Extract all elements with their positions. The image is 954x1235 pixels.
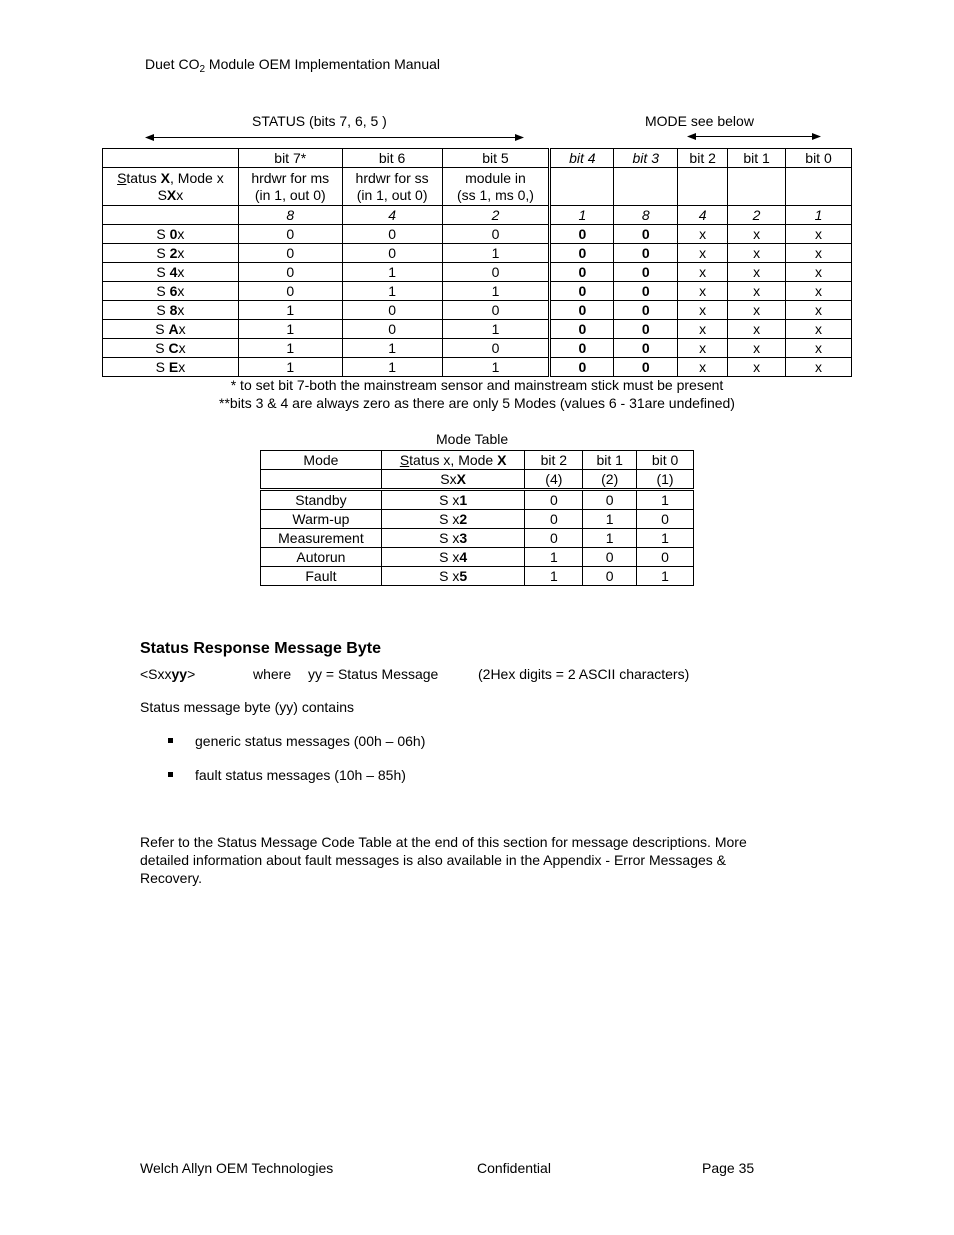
code-digit: A: [168, 321, 179, 337]
status-table-head-row: [103, 149, 852, 168]
bit-cell: x: [678, 320, 728, 339]
bit-cell: x: [678, 263, 728, 282]
bit-cell: 0: [238, 244, 342, 263]
code-suffix: x: [178, 340, 186, 356]
bit-cell: 1: [238, 339, 342, 358]
bit-cell: x: [786, 225, 852, 244]
weight-cell: [103, 206, 239, 225]
code-prefix: S: [156, 226, 170, 242]
bit-cell: x: [786, 263, 852, 282]
code-digit: 0: [169, 226, 178, 242]
format-text: >: [187, 666, 196, 682]
header-cell: bit 0: [786, 149, 852, 168]
desc-line: (in 1, out 0): [356, 186, 428, 203]
bit-cell: 0: [614, 301, 678, 320]
bit-cell: 0: [550, 358, 614, 377]
refer-line: Recovery.: [140, 870, 202, 886]
bit-cell: 0: [614, 339, 678, 358]
status-code-cell: [103, 225, 239, 244]
where-label: where: [253, 666, 292, 682]
table-row: [103, 282, 852, 301]
subhead-cell: [381, 470, 525, 490]
bit-cell: x: [786, 282, 852, 301]
table-row: [103, 225, 852, 244]
code-prefix: S: [156, 245, 170, 261]
bit-cell: 0: [583, 490, 637, 510]
bit-cell: 0: [442, 225, 550, 244]
desc-line: hrdwr for ss: [355, 169, 429, 186]
header-cell: bit 1: [728, 149, 786, 168]
bit-cell: 1: [583, 529, 637, 548]
bit-cell: x: [728, 339, 786, 358]
bit-cell: x: [678, 282, 728, 301]
weight-cell: 4: [678, 206, 728, 225]
status-code-cell: [103, 320, 239, 339]
bit-cell: x: [678, 358, 728, 377]
bold-x: X: [456, 471, 466, 487]
code-prefix: S: [155, 321, 169, 337]
bit-cell: 0: [342, 225, 442, 244]
mode-name-cell: Warm-up: [261, 510, 382, 529]
format-text: <Sxx: [140, 666, 172, 682]
weight-cell: 8: [614, 206, 678, 225]
bit-cell: x: [678, 301, 728, 320]
status-table-desc-row: [103, 168, 852, 206]
bit-cell: 0: [637, 510, 694, 529]
table-row: [103, 244, 852, 263]
footnote-bit7: * to set bit 7-both the mainstream sensor and mainstream stick must be present: [230, 377, 724, 393]
bit-cell: 0: [614, 263, 678, 282]
status-table-weight-row: [103, 206, 852, 225]
bit-cell: 1: [583, 510, 637, 529]
code-suffix: x: [177, 302, 185, 318]
footer-confidential: Confidential: [477, 1160, 551, 1176]
desc-text: tatus: [126, 169, 161, 186]
mode-table-head-row: [261, 451, 694, 470]
bit-cell: 1: [342, 358, 442, 377]
underlined-s: S: [399, 452, 410, 468]
mode-code-cell: [381, 490, 525, 510]
desc-text: x: [176, 186, 184, 203]
header-cell: bit 6: [342, 149, 442, 168]
subhead-cell: (4): [525, 470, 583, 490]
bit-cell: x: [728, 301, 786, 320]
mode-name-cell: Fault: [261, 567, 382, 586]
bit-cell: 0: [550, 225, 614, 244]
table-row: [103, 320, 852, 339]
bit-cell: 1: [238, 358, 342, 377]
weight-cell: 2: [728, 206, 786, 225]
mode-name-cell: Autorun: [261, 548, 382, 567]
bit-cell: 1: [342, 339, 442, 358]
bit-cell: 0: [550, 301, 614, 320]
bullet-icon: [168, 738, 173, 743]
bit-cell: x: [678, 244, 728, 263]
code-suffix: x: [177, 264, 185, 280]
footer-page-number: Page 35: [702, 1160, 755, 1176]
bit-cell: 1: [637, 490, 694, 510]
desc-cell: [238, 168, 342, 206]
bold-x: X: [166, 186, 177, 203]
hex-note: (2Hex digits = 2 ASCII characters): [478, 666, 690, 682]
code-prefix: S: [156, 264, 170, 280]
code-prefix: S x: [439, 530, 460, 546]
code-suffix: x: [177, 283, 185, 299]
underlined-s: S: [117, 169, 127, 186]
bit-cell: 0: [550, 339, 614, 358]
code-prefix: S: [156, 283, 170, 299]
status-mode-label-cell: [103, 168, 239, 206]
bit-cell: 0: [342, 244, 442, 263]
header-cell: bit 3: [614, 149, 678, 168]
code-suffix: x: [178, 359, 186, 375]
header-title-part: Module OEM Implementation Manual: [205, 56, 441, 72]
bit-cell: 0: [583, 548, 637, 567]
bit-cell: 0: [442, 263, 550, 282]
subhead-cell: [261, 470, 382, 490]
bit-cell: 1: [442, 282, 550, 301]
table-row: [103, 339, 852, 358]
status-code-cell: [103, 339, 239, 358]
code-prefix: S x: [439, 511, 460, 527]
mode-table: [260, 450, 694, 586]
status-code-cell: [103, 358, 239, 377]
code-digit: E: [168, 359, 179, 375]
bit-cell: 1: [637, 567, 694, 586]
code-digit: 2: [459, 511, 468, 527]
bit-cell: 1: [442, 358, 550, 377]
status-code-cell: [103, 282, 239, 301]
mode-arrow-label: MODE see below: [645, 113, 754, 129]
format-bold: yy: [171, 666, 188, 682]
bit-cell: 0: [342, 320, 442, 339]
bit-cell: x: [728, 263, 786, 282]
status-code-cell: [103, 263, 239, 282]
bit-cell: x: [728, 282, 786, 301]
desc-line: hrdwr for ms: [251, 169, 330, 186]
desc-line: (ss 1, ms 0,): [456, 186, 534, 203]
bit-cell: 0: [614, 244, 678, 263]
desc-line: (in 1, out 0): [254, 186, 326, 203]
code-prefix: S x: [439, 549, 460, 565]
code-digit: C: [168, 340, 179, 356]
bit-cell: x: [786, 244, 852, 263]
table-row: [261, 548, 694, 567]
status-arrow-label: STATUS (bits 7, 6, 5 ): [252, 113, 387, 129]
header-cell: bit 0: [637, 451, 694, 470]
code-digit: 6: [169, 283, 178, 299]
table-row: [261, 490, 694, 510]
bit-cell: 1: [525, 548, 583, 567]
bit-cell: 0: [614, 358, 678, 377]
mode-code-cell: [381, 567, 525, 586]
footnote-bits34: **bits 3 & 4 are always zero as there are only 5 Modes (values 6 - 31are undefined): [219, 395, 735, 411]
desc-text: S: [157, 186, 167, 203]
weight-cell: 1: [550, 206, 614, 225]
bit-cell: x: [786, 301, 852, 320]
footer-company: Welch Allyn OEM Technologies: [140, 1160, 334, 1176]
header-cell: bit 2: [525, 451, 583, 470]
bit-cell: 0: [442, 339, 550, 358]
list-item-text: generic status messages (00h – 06h): [195, 733, 426, 749]
header-cell: [103, 149, 239, 168]
bold-x: X: [160, 169, 171, 186]
bit-cell: 1: [238, 301, 342, 320]
bit-cell: 1: [342, 282, 442, 301]
desc-cell: [786, 168, 852, 206]
contains-line: Status message byte (yy) contains: [140, 699, 354, 715]
status-arrow-heads: [145, 132, 525, 143]
bit-cell: 1: [342, 263, 442, 282]
bit-cell: 0: [614, 282, 678, 301]
bit-cell: 1: [238, 320, 342, 339]
desc-text: , Mode x: [170, 169, 224, 186]
code-suffix: x: [177, 245, 185, 261]
bit-cell: 0: [238, 282, 342, 301]
bit-cell: x: [728, 225, 786, 244]
code-prefix: S: [155, 359, 169, 375]
bit-cell: 0: [525, 529, 583, 548]
desc-cell: [342, 168, 442, 206]
mode-name-cell: Measurement: [261, 529, 382, 548]
mode-arrow-heads: [687, 131, 822, 142]
header-subscript: 2: [199, 64, 206, 75]
header-cell: bit 7*: [238, 149, 342, 168]
weight-cell: 8: [238, 206, 342, 225]
bit-cell: 0: [614, 225, 678, 244]
bit-cell: 0: [550, 320, 614, 339]
weight-cell: 1: [786, 206, 852, 225]
table-row: [261, 567, 694, 586]
bit-cell: 0: [583, 567, 637, 586]
mode-table-caption: Mode Table: [436, 431, 509, 447]
page-header: [145, 56, 441, 75]
bullet-icon: [168, 772, 173, 777]
bit-cell: 0: [550, 263, 614, 282]
code-digit: 5: [459, 568, 468, 584]
desc-line: module in: [465, 169, 526, 186]
bit-cell: 0: [550, 282, 614, 301]
bit-cell: 1: [637, 529, 694, 548]
bold-x: X: [497, 452, 507, 468]
table-row: [103, 301, 852, 320]
status-code-cell: [103, 244, 239, 263]
status-code-cell: [103, 301, 239, 320]
subhead-text: Sx: [440, 471, 457, 487]
bit-cell: x: [786, 320, 852, 339]
code-digit: 1: [459, 492, 468, 508]
code-digit: 3: [459, 530, 468, 546]
bit-cell: 0: [550, 244, 614, 263]
message-format-line: [140, 666, 195, 682]
section-title: Status Response Message Byte: [140, 640, 381, 657]
list-item: [168, 733, 425, 749]
refer-line: detailed information about fault messages is also available in the Appendix - Error Messages &: [140, 852, 726, 868]
bit-cell: x: [678, 339, 728, 358]
header-cell: bit 1: [583, 451, 637, 470]
list-item: [168, 767, 406, 783]
code-suffix: x: [178, 321, 186, 337]
desc-cell: [442, 168, 550, 206]
code-prefix: S: [155, 340, 169, 356]
mode-table-subhead-row: [261, 470, 694, 490]
code-digit: 4: [459, 549, 468, 565]
desc-cell: [728, 168, 786, 206]
header-cell: bit 4: [550, 149, 614, 168]
bit-cell: 0: [614, 320, 678, 339]
code-digit: 4: [169, 264, 178, 280]
weight-cell: 4: [342, 206, 442, 225]
mode-code-cell: [381, 529, 525, 548]
header-cell: bit 5: [442, 149, 550, 168]
table-row: [261, 529, 694, 548]
code-prefix: S x: [439, 568, 460, 584]
code-digit: 2: [169, 245, 178, 261]
bit-cell: x: [728, 244, 786, 263]
bit-cell: 1: [442, 320, 550, 339]
yy-definition: yy = Status Message: [308, 666, 439, 682]
table-row: [261, 510, 694, 529]
weight-cell: 2: [442, 206, 550, 225]
subhead-cell: (2): [583, 470, 637, 490]
header-cell: bit 2: [678, 149, 728, 168]
code-suffix: x: [177, 226, 185, 242]
refer-paragraph: [140, 833, 747, 887]
code-digit: 8: [169, 302, 178, 318]
bit-cell: 1: [442, 244, 550, 263]
bit-cell: x: [728, 358, 786, 377]
bit-cell: 0: [342, 301, 442, 320]
bit-cell: 0: [525, 490, 583, 510]
desc-cell: [678, 168, 728, 206]
status-bits-table: [102, 148, 852, 377]
bit-cell: 0: [525, 510, 583, 529]
bit-cell: 0: [637, 548, 694, 567]
bit-cell: x: [786, 339, 852, 358]
desc-cell: [614, 168, 678, 206]
table-row: [103, 358, 852, 377]
header-text: tatus x, Mode: [409, 452, 498, 468]
header-cell: [381, 451, 525, 470]
bit-cell: x: [678, 225, 728, 244]
bit-cell: 0: [442, 301, 550, 320]
desc-cell: [550, 168, 614, 206]
list-item-text: fault status messages (10h – 85h): [195, 767, 406, 783]
bit-cell: 1: [525, 567, 583, 586]
code-prefix: S: [156, 302, 170, 318]
bit-cell: 0: [238, 225, 342, 244]
mode-code-cell: [381, 510, 525, 529]
code-prefix: S x: [439, 492, 460, 508]
mode-name-cell: Standby: [261, 490, 382, 510]
header-title-part: Duet CO: [145, 56, 200, 72]
header-cell: Mode: [261, 451, 382, 470]
bit-cell: x: [786, 358, 852, 377]
bit-cell: 0: [238, 263, 342, 282]
table-row: [103, 263, 852, 282]
bit-cell: x: [728, 320, 786, 339]
subhead-cell: (1): [637, 470, 694, 490]
mode-code-cell: [381, 548, 525, 567]
refer-line: Refer to the Status Message Code Table at the end of this section for message descriptions. More: [140, 834, 747, 850]
